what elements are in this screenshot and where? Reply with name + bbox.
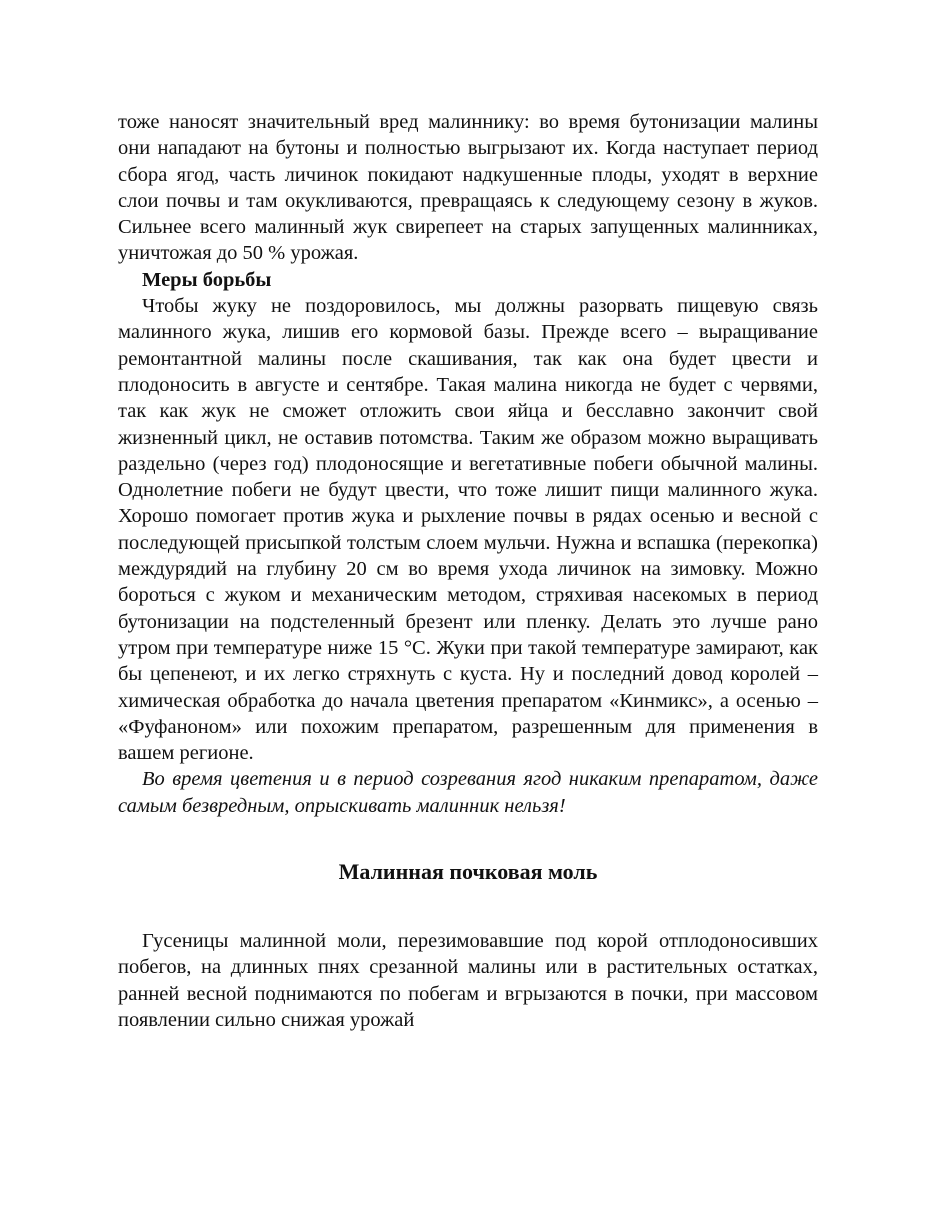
warning-note: Во время цветения и в период созревания ягод никаким препаратом, даже самым безвредным, опрыскивать малинник нельзя! — [118, 768, 818, 817]
control-measures-heading: Меры борьбы — [142, 268, 272, 291]
section-paragraph: Гусеницы малинной моли, перезимовавшие под корой отплодоносивших побегов, на длинных пнях срезанной малины или в растительных остатках, ранней весной поднимаются по побегам и вгрызаются в почки, при массовом появлении сильно снижая урожай — [118, 930, 818, 1031]
control-measures-paragraph: Чтобы жуку не поздоровилось, мы должны разорвать пищевую связь малинного жука, лишив его кормовой базы. Прежде всего – выращивание ремонтантной малины после скашивания, так как она будет цвести и плодоносить в августе и сентябре. Такая малина никогда не будет с червями, так как жук не сможет отложить свои яйца и бесславно закончит свой жизненный цикл, не оставив потомства. Таким же образом можно выращивать раздельно (через год) плодоносящие и вегетативные побеги обычной малины. Однолетние побеги не будут цвести, что тоже лишит пищи малинного жука. Хорошо помогает против жука и рыхление почвы в рядах осенью и весной с последующей присыпкой толстым слоем мульчи. Нужна и вспашка (перекопка) междурядий на глубину 20 см во время ухода личинок на зимовку. Можно бороться с жуком и механическим методом, стряхивая насекомых в период бутонизации на подстеленный брезент или пленку. Делать это лучше рано утром при температуре ниже 15 °С. Жуки при такой температуре замирают, как бы цепенеют, и их легко стряхнуть с куста. Ну и последний довод королей – химическая обработка до начала цветения препаратом «Кинмикс», а осенью – «Фуфаноном» или похожим препаратом, разрешенным для применения в вашем регионе. — [118, 295, 818, 765]
section-title: Малинная почковая моль — [338, 859, 598, 885]
section-body — [118, 928, 818, 1033]
document-page — [118, 109, 818, 1033]
continued-paragraph: тоже наносят значительный вред малиннику: во время бутонизации малины они нападают на бутоны и полностью выгрызают их. Когда наступает период сбора ягод, часть личинок покидают надкушенные плоды, уходят в верхние слои почвы и там окукливаются, превращаясь к следующему сезону в жуков. Сильнее всего малинный жук свирепеет на старых запущенных малинниках, уничтожая до 50 % урожая. — [118, 111, 818, 265]
